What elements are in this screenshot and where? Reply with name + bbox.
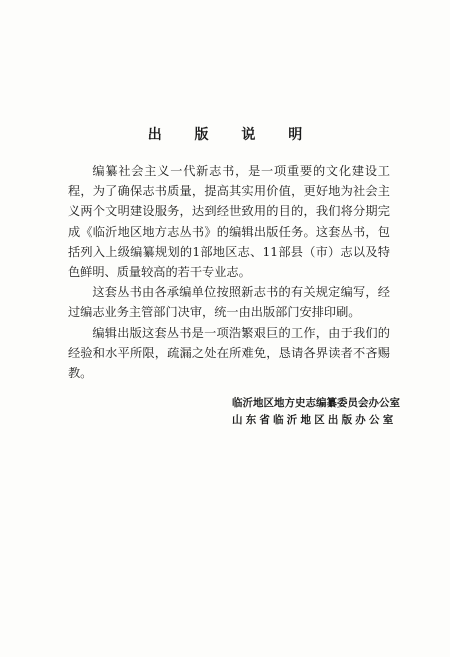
signatory-publishing-office: 山东省临沂地区出版办公室 xyxy=(232,414,397,426)
body-text xyxy=(68,161,390,383)
paragraph-1: 编纂社会主义一代新志书，是一项重要的文化建设工程，为了确保志书质量，提高其实用价值，更好地为社会主义两个文明建设服务，达到经世致用的目的，我们将分期完成《临沂地区地方志丛书》的编辑出版任务。这套丛书，包括列入上级编纂规划的1部地区志、11部县（市）志以及特色鲜明、质量较高的若干专业志。 xyxy=(68,164,390,280)
signoff-block xyxy=(232,395,400,429)
paragraph-2: 这套丛书由各承编单位按照新志书的有关规定编写，经过编志业务主管部门决审，统一由出版部门安排印刷。 xyxy=(68,285,390,320)
paragraph-3: 编辑出版这套丛书是一项浩繁艰巨的工作，由于我们的经验和水平所限，疏漏之处在所难免，恳请各界读者不吝赐教。 xyxy=(68,325,390,381)
signatory-editorial-office: 临沂地区地方史志编纂委员会办公室 xyxy=(232,397,400,409)
page-title: 出 版 说 明 xyxy=(147,127,317,143)
